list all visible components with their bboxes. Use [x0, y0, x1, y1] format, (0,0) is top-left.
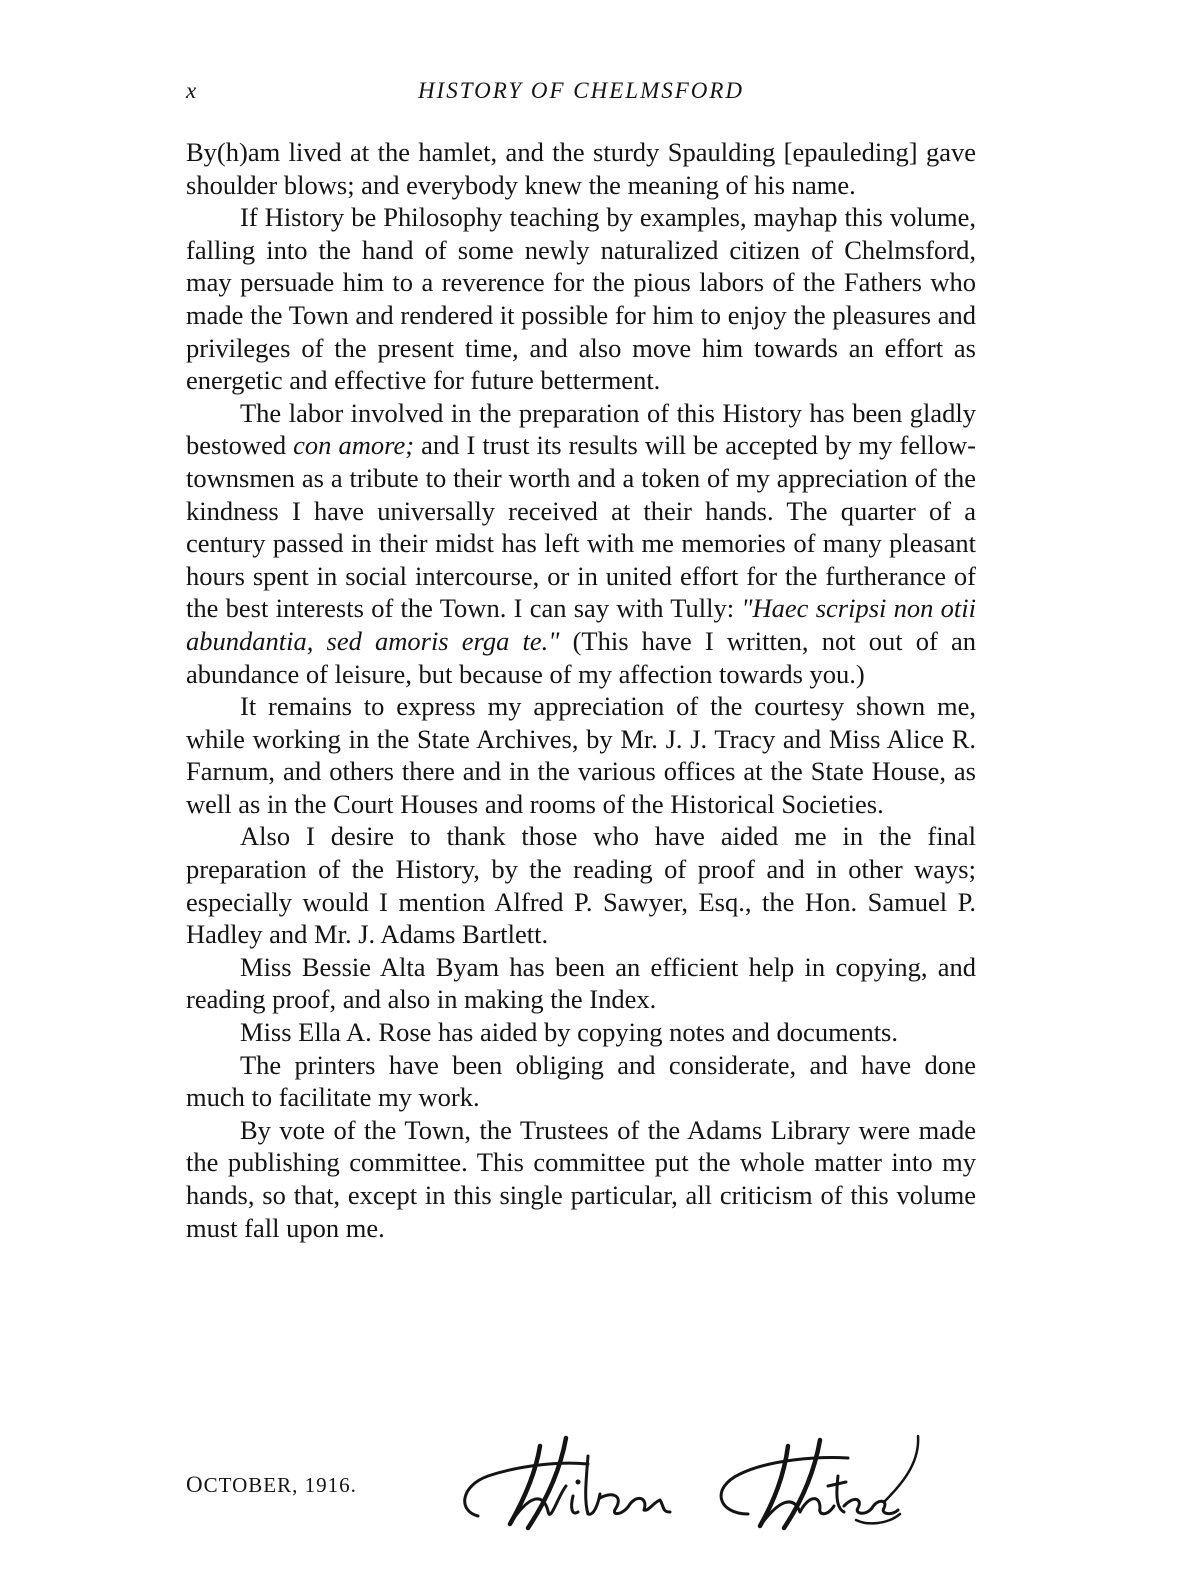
paragraph-9: By vote of the Town, the Trustees of the Adams Library were made the publishing committee. This committee put the whole matter into my hands, so that, except in this single particular, all criticism of this volume must fall upon me.	[186, 1114, 976, 1243]
paragraph-2: If History be Philosophy teaching by examples, mayhap this volume, falling into the hand of some newly naturalized citizen of Chelmsford, may persuade him to a reverence for the pious labors of the Fathers who made the Town and rendered it possible for him to enjoy the pleasures and privileges of the present time, and also move him towards an effort as energetic and effective for future betterment.	[186, 202, 976, 396]
paragraph-1: By(h)am lived at the hamlet, and the sturdy Spaulding [epauleding] gave shoulder blows; and everybody knew the meaning of his name.	[186, 137, 976, 200]
signature-date	[186, 1472, 357, 1498]
latin-phrase-con-amore: con amore;	[293, 430, 415, 461]
body-text	[186, 136, 976, 1244]
page-footer	[186, 1416, 976, 1556]
paragraph-5: Also I desire to thank those who have aided me in the final preparation of the History, by the reading of proof and in other ways; especially would I mention Alfred P. Sawyer, Esq., the Hon. Samuel P. Hadley and Mr. J. Adams Bartlett.	[186, 821, 976, 950]
paragraph-3-part-a: The labor involved in the preparation of this History has been gladly bestowed	[186, 397, 976, 461]
handwritten-signature-icon	[448, 1416, 948, 1556]
date-year: , 1916.	[292, 1473, 357, 1497]
latin-quote-tully: "Haec scripsi non otii abundantia, sed amoris erga te."	[186, 593, 977, 656]
paragraph-6: Miss Bessie Alta Byam has been an efficient help in copying, and reading proof, and also in making the Index.	[186, 951, 976, 1015]
paragraph-4: It remains to express my appreciation of the courtesy shown me, while working in the State Archives, by Mr. J. J. Tracy and Miss Alice R. Farnum, and others there and in the various offices at the State House, as well as in the Court Houses and rooms of the Historical Societies.	[186, 691, 976, 819]
paragraph-3	[186, 397, 976, 690]
date-month: CTOBER	[203, 1473, 293, 1497]
date-initial: O	[186, 1472, 204, 1497]
page-number: x	[186, 78, 198, 103]
paragraph-3-part-c: (This have I written, not out of an abundance of leisure, but because of my affection towards you.)	[186, 625, 976, 689]
page-header	[186, 78, 976, 112]
paragraph-7: Miss Ella A. Rose has aided by copying notes and documents.	[240, 1017, 898, 1048]
paragraph-3-part-b: and I trust its results will be accepted by my fellow-townsmen as a tribute to their worth and a token of my appreciation of the kindness I have universally received at their hands. The quarter of a century passed in their midst has left with me memories of many pleasant hours spent in social intercourse, or in united effort for the furtherance of the best interests of the Town. I can say with Tully:	[186, 430, 976, 624]
running-title: HISTORY OF CHELMSFORD	[417, 78, 745, 103]
paragraph-8: The printers have been obliging and considerate, and have done much to facilitate my work.	[186, 1049, 976, 1113]
